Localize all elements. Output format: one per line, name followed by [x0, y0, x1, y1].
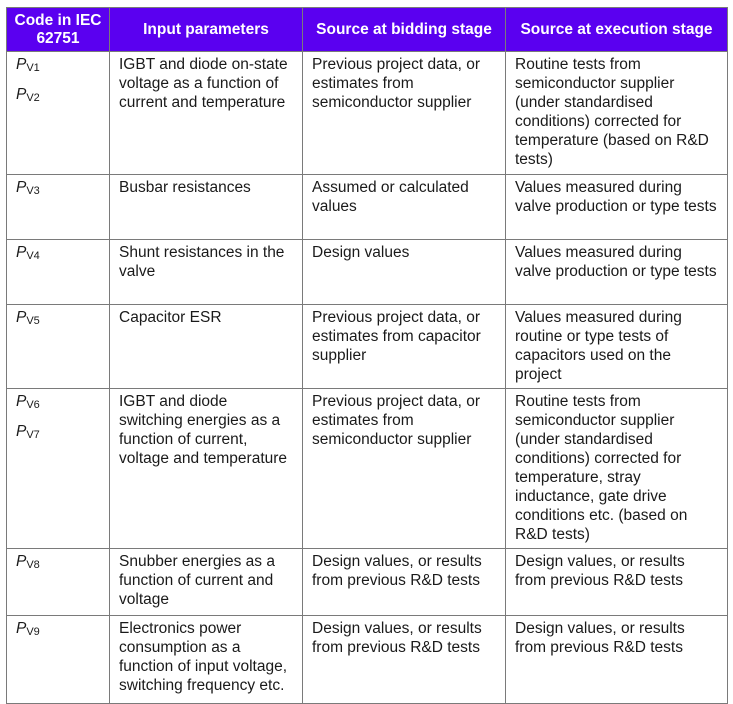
- execution-cell: Routine tests from semiconductor supplier (under standardised conditions) corrected for temperature, stray inductance, gate drive conditions etc. (based on R&D tests): [506, 389, 728, 549]
- code-label: $P_{V5}$: [16, 309, 40, 327]
- header-input-parameters: Input parameters: [110, 8, 303, 52]
- input-cell: Electronics power consumption as a function of input voltage, switching frequency etc.: [110, 616, 303, 704]
- bidding-cell: Previous project data, or estimates from semiconductor supplier: [303, 52, 506, 175]
- input-cell: Shunt resistances in the valve: [110, 240, 303, 305]
- bidding-cell: Design values, or results from previous R&D tests: [303, 549, 506, 616]
- bidding-cell: Previous project data, or estimates from capacitor supplier: [303, 305, 506, 389]
- header-source-bidding: Source at bidding stage: [303, 8, 506, 52]
- input-cell: Capacitor ESR: [110, 305, 303, 389]
- input-cell: Snubber energies as a function of current and voltage: [110, 549, 303, 616]
- execution-cell: Values measured during valve production or type tests: [506, 240, 728, 305]
- code-cell: [7, 616, 110, 704]
- table-row: [7, 305, 728, 389]
- bidding-cell: Assumed or calculated values: [303, 175, 506, 240]
- bidding-cell: Design values: [303, 240, 506, 305]
- table-row: [7, 616, 728, 704]
- input-cell: IGBT and diode on-state voltage as a function of current and temperature: [110, 52, 303, 175]
- code-cell: [7, 549, 110, 616]
- table-row: [7, 52, 728, 175]
- bidding-cell: Previous project data, or estimates from semiconductor supplier: [303, 389, 506, 549]
- table-row: [7, 549, 728, 616]
- code-cell: [7, 305, 110, 389]
- header-code: Code in IEC 62751: [7, 8, 110, 52]
- code-label: $P_{V1}$: [16, 56, 40, 74]
- table-row: [7, 175, 728, 240]
- table-row: [7, 389, 728, 549]
- bidding-cell: Design values, or results from previous R&D tests: [303, 616, 506, 704]
- code-cell: [7, 52, 110, 175]
- execution-cell: Design values, or results from previous R&D tests: [506, 616, 728, 704]
- code-cell: [7, 389, 110, 549]
- header-row: [7, 8, 728, 52]
- code-label: $P_{V2}$: [16, 86, 40, 104]
- execution-cell: Routine tests from semiconductor supplier (under standardised conditions) corrected for temperature (based on R&D tests): [506, 52, 728, 175]
- code-label: $P_{V4}$: [16, 244, 40, 262]
- execution-cell: Values measured during routine or type tests of capacitors used on the project: [506, 305, 728, 389]
- table-row: [7, 240, 728, 305]
- code-label: $P_{V9}$: [16, 620, 40, 638]
- code-label: $P_{V6}$: [16, 393, 40, 411]
- parameters-table: [6, 7, 728, 704]
- execution-cell: Values measured during valve production or type tests: [506, 175, 728, 240]
- execution-cell: Design values, or results from previous R&D tests: [506, 549, 728, 616]
- code-label: $P_{V3}$: [16, 179, 40, 197]
- code-cell: [7, 175, 110, 240]
- input-cell: IGBT and diode switching energies as a function of current, voltage and temperature: [110, 389, 303, 549]
- code-label: $P_{V7}$: [16, 423, 40, 441]
- code-label: $P_{V8}$: [16, 553, 40, 571]
- input-cell: Busbar resistances: [110, 175, 303, 240]
- header-source-execution: Source at execution stage: [506, 8, 728, 52]
- code-cell: [7, 240, 110, 305]
